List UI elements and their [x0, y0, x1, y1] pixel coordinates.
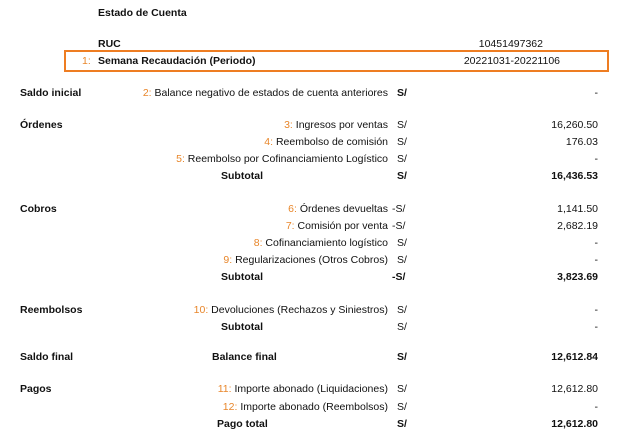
currency: S/: [397, 87, 407, 99]
row-num: 7:: [285, 220, 295, 232]
ruc-label: RUC: [98, 38, 121, 50]
row-value: 12,612.80: [551, 383, 598, 395]
row-label: Cofinanciamiento logístico: [265, 237, 388, 249]
subtotal-label: Subtotal: [221, 170, 263, 182]
pago-total-label: Pago total: [217, 418, 268, 430]
row-value: 2,682.19: [557, 220, 598, 232]
saldo-inicial-row: [90, 86, 388, 100]
row-value: -: [594, 401, 598, 413]
section-pagos: Pagos: [20, 383, 52, 395]
currency: S/: [397, 237, 407, 249]
currency: S/: [397, 383, 407, 395]
period-num: 1:: [82, 55, 91, 67]
currency-negative: -S/: [392, 220, 406, 232]
row-value: 1,141.50: [557, 203, 598, 215]
row-label: Órdenes devueltas: [299, 203, 388, 215]
row-num: 5:: [176, 153, 185, 165]
row-num: 2:: [142, 87, 152, 99]
ordenes-row: [90, 135, 388, 149]
row-label: Reembolso de comisión: [275, 136, 388, 148]
row-value: -: [594, 254, 598, 266]
row-label: Importe abonado (Reembolsos): [240, 401, 388, 413]
row-num: 9:: [223, 254, 233, 266]
row-num: 6:: [288, 203, 297, 215]
currency: S/: [397, 401, 407, 413]
row-label: Importe abonado (Liquidaciones): [234, 383, 388, 395]
reembolsos-row: [90, 303, 388, 317]
section-cobros: Cobros: [20, 203, 57, 215]
currency: S/: [397, 153, 407, 165]
row-num: 8:: [253, 237, 263, 249]
row-num: 3:: [284, 119, 293, 131]
currency: S/: [397, 136, 407, 148]
currency: S/: [397, 170, 407, 182]
subtotal-label: Subtotal: [221, 321, 263, 333]
cobros-row: [90, 236, 388, 250]
row-label: Devoluciones (Rechazos y Siniestros): [211, 304, 388, 316]
row-num: 10:: [193, 304, 209, 316]
subtotal-value: 3,823.69: [557, 271, 598, 283]
row-label: Balance negativo de estados de cuenta anteriores: [154, 87, 388, 99]
row-num: 12:: [222, 401, 238, 413]
section-ordenes: Órdenes: [20, 119, 63, 131]
row-num: 11:: [217, 383, 232, 395]
currency: S/: [397, 304, 407, 316]
currency-negative: -S/: [392, 271, 406, 283]
cobros-row: [90, 219, 388, 233]
cobros-row: [90, 253, 388, 267]
period-label: Semana Recaudación (Periodo): [98, 55, 256, 67]
row-value: -: [594, 237, 598, 249]
subtotal-label: Subtotal: [221, 271, 263, 283]
balance-final-value: 12,612.84: [551, 351, 598, 363]
document-title: Estado de Cuenta: [98, 7, 187, 19]
pagos-row: [90, 400, 388, 414]
row-num: 4:: [264, 136, 274, 148]
row-value: 176.03: [565, 136, 598, 148]
subtotal-value: 16,436.53: [551, 170, 598, 182]
row-label: Ingresos por ventas: [295, 119, 388, 131]
section-saldo-inicial: Saldo inicial: [20, 87, 82, 99]
pago-total-value: 12,612.80: [551, 418, 598, 430]
row-label: Comisión por venta: [297, 220, 388, 232]
pagos-row: [90, 382, 388, 396]
currency: S/: [397, 351, 407, 363]
ordenes-row: [90, 118, 388, 132]
ordenes-row: [90, 152, 388, 166]
currency: S/: [397, 418, 407, 430]
row-value: -: [594, 304, 598, 316]
row-label: Regularizaciones (Otros Cobros): [235, 254, 388, 266]
currency: S/: [397, 119, 407, 131]
subtotal-value: -: [594, 321, 598, 333]
period-value: 20221031-20221106: [463, 55, 560, 67]
row-value: 16,260.50: [551, 119, 598, 131]
row-value: -: [594, 87, 598, 99]
cobros-row: [90, 202, 388, 216]
row-label: Reembolso por Cofinanciamiento Logístico: [187, 153, 388, 165]
ruc-value: 10451497362: [478, 38, 543, 50]
section-reembolsos: Reembolsos: [20, 304, 83, 316]
row-value: -: [594, 153, 598, 165]
currency: S/: [397, 321, 407, 333]
balance-final-label: Balance final: [212, 351, 277, 363]
currency: S/: [397, 254, 407, 266]
currency-negative: -S/: [392, 203, 406, 215]
section-saldo-final: Saldo final: [20, 351, 74, 363]
